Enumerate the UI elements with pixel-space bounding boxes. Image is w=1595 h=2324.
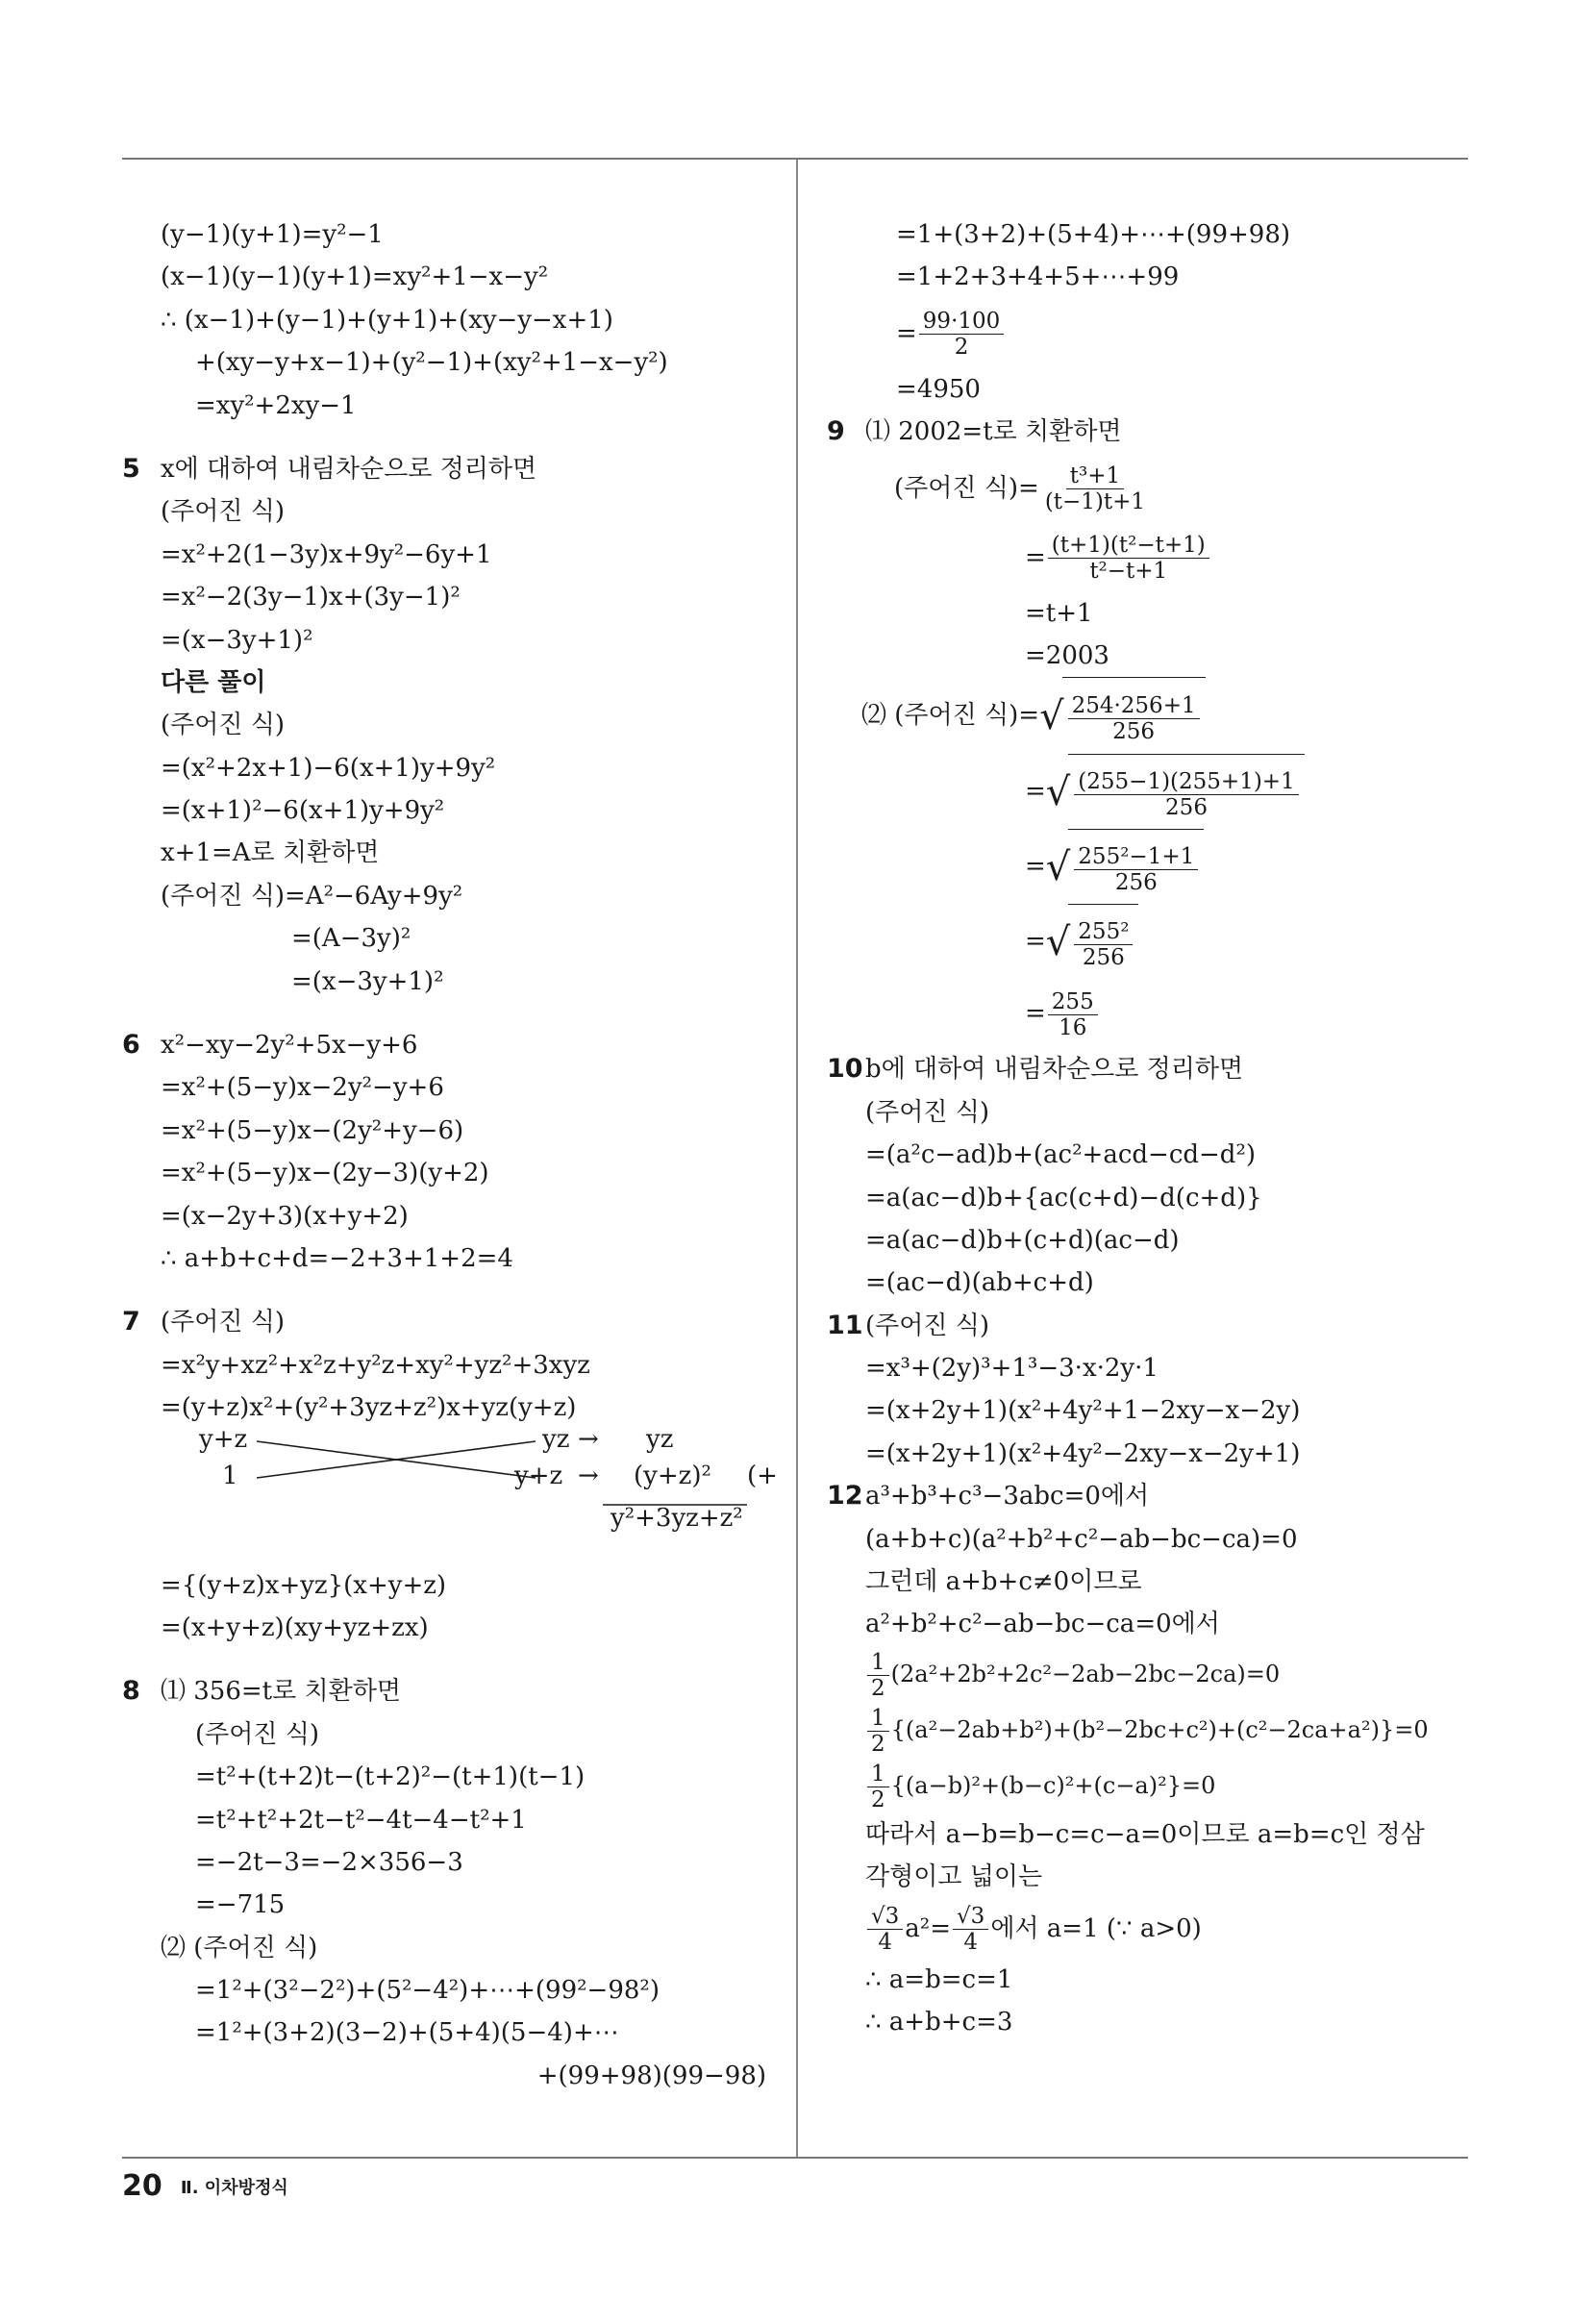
line: 따라서 a−b=b−c=c−a=0이므로 a=b=c인 정삼 bbox=[865, 1819, 1425, 1849]
line: =(x+2y+1)(x²+4y²+1−2xy−x−2y) bbox=[865, 1396, 1301, 1426]
sqrt: √ $\frac{(255-1)(255+1)+1}{256}$ bbox=[1046, 754, 1305, 831]
line: +(99+98)(99−98) bbox=[536, 2061, 766, 2090]
bottom-rule bbox=[122, 2157, 1468, 2159]
line: =a(ac−d)b+(c+d)(ac−d) bbox=[865, 1225, 1180, 1255]
line: 그런데 a+b+c≠0이므로 bbox=[865, 1567, 1142, 1597]
line: (주어진 식) bbox=[161, 711, 286, 740]
problem-7-heading: 7 (주어진 식) bbox=[122, 1301, 785, 1343]
line: =xy²+2xy−1 bbox=[195, 390, 357, 420]
line: =−715 bbox=[195, 1890, 286, 1920]
left-column bbox=[122, 213, 785, 2097]
line: x+1=A로 치환하면 bbox=[161, 838, 380, 868]
line: (주어진 식)=A²−6Ay+9y² bbox=[161, 881, 463, 911]
line: (주어진 식) bbox=[161, 497, 286, 527]
cross-b1: yz bbox=[542, 1424, 570, 1454]
column-divider bbox=[796, 160, 798, 2157]
problem-number: 11 bbox=[827, 1310, 863, 1340]
fraction: $\frac{\text{(t+1)(t²−t+1)}}{\text{t²−t+1}}$ bbox=[1048, 533, 1209, 584]
line: =(x−3y+1)² bbox=[161, 625, 313, 655]
page-number: 20 bbox=[122, 2169, 162, 2203]
problem-9-heading: 9 ⑴ 2002=t로 치환하면 bbox=[827, 411, 1468, 453]
line: = √ $\frac{\text{255²}}{256}$ bbox=[827, 904, 1468, 979]
problem-number: 12 bbox=[827, 1481, 863, 1512]
cross-a2: 1 bbox=[222, 1461, 238, 1490]
line: = $\frac{255}{16}$ bbox=[827, 979, 1468, 1048]
line: =x²y+xz²+x²z+y²z+xy²+yz²+3xyz bbox=[161, 1350, 590, 1380]
line: (주어진 식) bbox=[195, 1719, 320, 1749]
top-rule bbox=[122, 158, 1468, 160]
line: =(ac−d)(ab+c+d) bbox=[865, 1268, 1094, 1298]
line: ⑵ (주어진 식)= √ $\frac{254\cdot 256+1}{256}$ bbox=[827, 677, 1468, 754]
problem-number: 8 bbox=[122, 1676, 140, 1707]
line: =x²−2(3y−1)x+(3y−1)² bbox=[161, 583, 461, 612]
line: (주어진 식) bbox=[865, 1097, 990, 1127]
line: =t+1 bbox=[1025, 598, 1093, 628]
line: (주어진 식)= $\frac{\text{t³+1}}{(t-1)t+1}$ bbox=[827, 454, 1468, 523]
line: = √ $\frac{(255-1)(255+1)+1}{256}$ bbox=[827, 754, 1468, 829]
line: $\frac{√3}{4}$ a²= $\frac{√3}{4}$ 에서 a=1 (∵ a>0) bbox=[827, 1899, 1468, 1959]
line: $\frac{1}{2}$ (2a²+2b²+2c²−2ab−2bc−2ca)=0 bbox=[827, 1646, 1468, 1702]
problem-number: 6 bbox=[122, 1030, 140, 1061]
line: a²+b²+c²−ab−bc−ca=0에서 bbox=[865, 1610, 1220, 1639]
line: +(xy−y+x−1)+(y²−1)+(xy²+1−x−y²) bbox=[195, 348, 668, 378]
sqrt: √ $\frac{254\cdot 256+1}{256}$ bbox=[1039, 677, 1206, 756]
cross-b2: y+z bbox=[514, 1461, 563, 1490]
page-footer bbox=[122, 2169, 288, 2203]
fraction: $\frac{99\cdot 100}{2}$ bbox=[919, 309, 1004, 360]
line: =x²+2(1−3y)x+9y²−6y+1 bbox=[161, 539, 492, 569]
problem-number: 5 bbox=[122, 453, 140, 484]
line: =(y+z)x²+(y²+3yz+z²)x+yz(y+z) bbox=[161, 1393, 577, 1423]
line: =x²+(5−y)x−(2y−3)(y+2) bbox=[161, 1159, 489, 1188]
line: =(x²+2x+1)−6(x+1)y+9y² bbox=[161, 753, 496, 783]
line: ∴ a+b+c=3 bbox=[865, 2007, 1013, 2037]
problem-number: 7 bbox=[122, 1307, 140, 1337]
sqrt: √ $\frac{\text{255²−1+1}}{256}$ bbox=[1046, 829, 1204, 906]
line: (x−1)(y−1)(y+1)=xy²+1−x−y² bbox=[161, 262, 549, 292]
line: $\frac{1}{2}$ {(a−b)²+(b−c)²+(c−a)²}=0 bbox=[827, 1758, 1468, 1813]
cross-plus: (+ bbox=[747, 1461, 778, 1490]
line: =1+(3+2)+(5+4)+⋯+(99+98) bbox=[896, 220, 1291, 249]
cross-c1: yz bbox=[646, 1424, 674, 1454]
cross-sum: y²+3yz+z² bbox=[611, 1503, 743, 1533]
line: ⑵ (주어진 식) bbox=[161, 1933, 318, 1962]
line: ={(y+z)x+yz}(x+y+z) bbox=[161, 1570, 447, 1600]
problem-11-heading: 11(주어진 식) bbox=[827, 1305, 1468, 1347]
cross-multiplication-diagram bbox=[122, 1424, 785, 1564]
problem-10-heading: 10b에 대하여 내림차순으로 정리하면 bbox=[827, 1048, 1468, 1090]
line: $\frac{1}{2}$ {(a²−2ab+b²)+(b²−2bc+c²)+(c²−2ca+a²)}=0 bbox=[827, 1702, 1468, 1758]
line: =(A−3y)² bbox=[291, 924, 411, 954]
line: =(x−2y+3)(x+y+2) bbox=[161, 1201, 409, 1231]
problem-number: 9 bbox=[827, 416, 845, 447]
line: =1²+(3²−2²)+(5²−4²)+⋯+(99²−98²) bbox=[195, 1976, 660, 2006]
problem-8-heading: 8 ⑴ 356=t로 치환하면 bbox=[122, 1670, 785, 1712]
line: ∴ (x−1)+(y−1)+(y+1)+(xy−y−x+1) bbox=[161, 305, 613, 335]
right-column bbox=[827, 213, 1468, 2043]
line: 각형이고 넓이는 bbox=[865, 1862, 1043, 1892]
line: = $\frac{99\cdot 100}{2}$ bbox=[827, 299, 1468, 368]
line: =(a²c−ad)b+(ac²+acd−cd−d²) bbox=[865, 1140, 1257, 1170]
line: =x²+(5−y)x−(2y²+y−6) bbox=[161, 1115, 464, 1145]
line: =1²+(3+2)(3−2)+(5+4)(5−4)+⋯ bbox=[195, 2018, 619, 2048]
line: (y−1)(y+1)=y²−1 bbox=[161, 220, 384, 249]
alt-solution-label: 다른 풀이 bbox=[161, 667, 266, 697]
cross-c2: (y+z)² bbox=[634, 1461, 711, 1490]
line: =(x+y+z)(xy+yz+zx) bbox=[161, 1612, 429, 1642]
line: =a(ac−d)b+{ac(c+d)−d(c+d)} bbox=[865, 1183, 1262, 1212]
line: =t²+t²+2t−t²−4t−4−t²+1 bbox=[195, 1805, 527, 1835]
line: =x²+(5−y)x−2y²−y+6 bbox=[161, 1073, 444, 1103]
line: =t²+(t+2)t−(t+2)²−(t+1)(t−1) bbox=[195, 1762, 586, 1792]
problem-5-heading: 5 x에 대하여 내림차순으로 정리하면 bbox=[122, 448, 785, 490]
line: = √ $\frac{\text{255²−1+1}}{256}$ bbox=[827, 829, 1468, 904]
line: =(x+1)²−6(x+1)y+9y² bbox=[161, 796, 445, 826]
line: =−2t−3=−2×356−3 bbox=[195, 1847, 463, 1877]
arrow: → bbox=[578, 1424, 599, 1454]
sqrt: √ $\frac{\text{255²}}{256}$ bbox=[1046, 904, 1139, 981]
line: =(x+2y+1)(x²+4y²−2xy−x−2y+1) bbox=[865, 1438, 1301, 1468]
fraction: $\frac{\text{t³+1}}{(t-1)t+1}$ bbox=[1044, 463, 1146, 515]
cross-a1: y+z bbox=[199, 1424, 248, 1454]
fraction: $\frac{255}{16}$ bbox=[1048, 989, 1098, 1040]
line: =2003 bbox=[1025, 640, 1109, 670]
line: = $\frac{\text{(t+1)(t²−t+1)}}{\text{t²−t+1}}$ bbox=[827, 523, 1468, 592]
line: =(x−3y+1)² bbox=[291, 966, 444, 996]
problem-number: 10 bbox=[827, 1054, 863, 1085]
line: =x³+(2y)³+1³−3·x·2y·1 bbox=[865, 1354, 1159, 1384]
line: ∴ a=b=c=1 bbox=[865, 1964, 1013, 1994]
problem-6-heading: 6 x²−xy−2y²+5x−y+6 bbox=[122, 1024, 785, 1066]
problem-12-heading: 12a³+b³+c³−3abc=0에서 bbox=[827, 1475, 1468, 1517]
line: ∴ a+b+c+d=−2+3+1+2=4 bbox=[161, 1243, 513, 1273]
line: (a+b+c)(a²+b²+c²−ab−bc−ca)=0 bbox=[865, 1524, 1298, 1554]
section-title: Ⅱ. 이차방정식 bbox=[180, 2177, 288, 2198]
arrow: → bbox=[578, 1461, 599, 1490]
line: =4950 bbox=[896, 374, 981, 404]
line: =1+2+3+4+5+⋯+99 bbox=[896, 262, 1180, 292]
